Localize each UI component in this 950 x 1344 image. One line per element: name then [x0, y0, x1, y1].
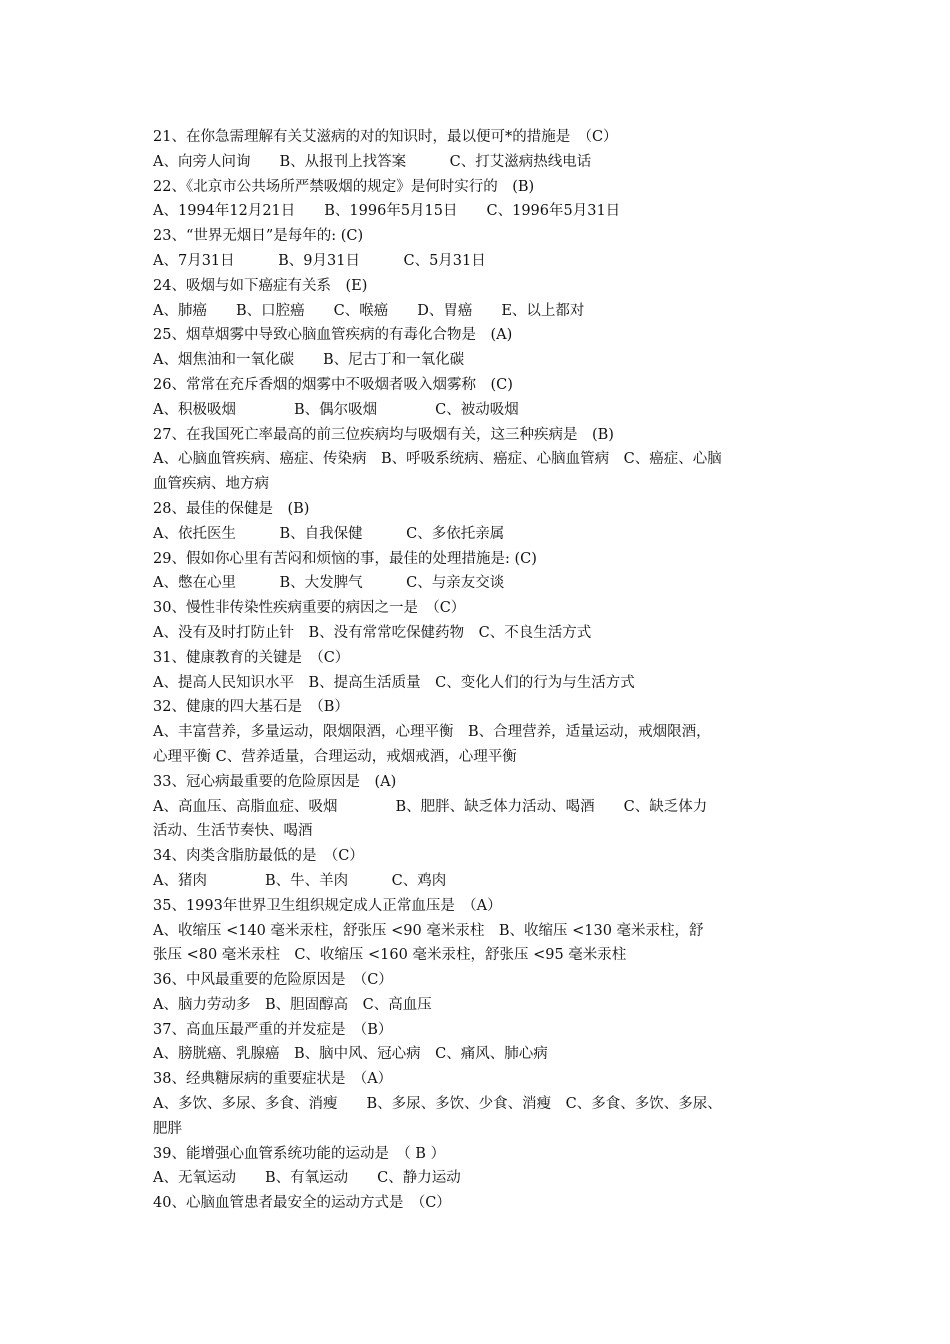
- text-line: 38、经典糖尿病的重要症状是 （A）: [153, 1071, 393, 1088]
- text-line: A、向旁人问询 B、从报刊上找答案 C、打艾滋病热线电话: [153, 153, 592, 170]
- text-line: 26、常常在充斥香烟的烟雾中不吸烟者吸入烟雾称 (C): [153, 376, 513, 393]
- text-line: 34、肉类含脂肪最低的是 （C）: [153, 848, 364, 865]
- text-line: A、多饮、多尿、多食、消瘦 B、多尿、多饮、少食、消瘦 C、多食、多饮、多尿、: [153, 1096, 722, 1113]
- text-line: 肥胖: [153, 1120, 182, 1137]
- text-line: 血管疾病、地方病: [153, 476, 269, 493]
- text-line: 张压 <80 毫米汞柱 C、收缩压 <160 毫米汞柱，舒张压 <95 毫米汞柱: [153, 947, 627, 964]
- text-line: 35、1993年世界卫生组织规定成人正常血压是 （A）: [153, 897, 502, 914]
- text-line: 39、能增强心血管系统功能的运动是 （ B ）: [153, 1145, 446, 1162]
- text-line: 33、冠心病最重要的危险原因是 (A): [153, 773, 397, 790]
- text-line: A、提高人民知识水平 B、提高生活质量 C、变化人们的行为与生活方式: [153, 674, 635, 691]
- text-line: A、7月31日 B、9月31日 C、5月31日: [153, 252, 486, 269]
- text-line: 24、吸烟与如下癌症有关系 (E): [153, 277, 368, 294]
- text-line: A、没有及时打防止针 B、没有常常吃保健药物 C、不良生活方式: [153, 624, 592, 641]
- text-line: 36、中风最重要的危险原因是 （C）: [153, 972, 393, 989]
- text-line: 25、烟草烟雾中导致心脑血管疾病的有毒化合物是 (A): [153, 327, 513, 344]
- text-line: 22、《北京市公共场所严禁吸烟的规定》是何时实行的 (B): [153, 178, 535, 195]
- text-line: A、依托医生 B、自我保健 C、多依托亲属: [153, 525, 505, 542]
- text-line: 30、慢性非传染性疾病重要的病因之一是 （C）: [153, 600, 466, 617]
- text-line: 27、在我国死亡率最高的前三位疾病均与吸烟有关，这三种疾病是 (B): [153, 426, 614, 443]
- document-body: [153, 125, 813, 1216]
- text-line: 28、最佳的保健是 (B): [153, 500, 310, 517]
- text-line: A、无氧运动 B、有氧运动 C、静力运动: [153, 1170, 461, 1187]
- text-line: 40、心脑血管患者最安全的运动方式是 （C）: [153, 1195, 451, 1212]
- text-line: A、肺癌 B、口腔癌 C、喉癌 D、胃癌 E、以上都对: [153, 302, 585, 319]
- text-line: A、积极吸烟 B、偶尔吸烟 C、被动吸烟: [153, 401, 519, 418]
- text-line: 21、在你急需理解有关艾滋病的对的知识时，最以便可*的措施是 （C）: [153, 129, 618, 145]
- text-line: 23、“世界无烟日”是每年的: (C): [153, 228, 364, 245]
- text-line: 37、高血压最严重的并发症是 （B）: [153, 1021, 393, 1038]
- text-line: A、憋在心里 B、大发脾气 C、与亲友交谈: [153, 575, 505, 592]
- text-line: A、心脑血管疾病、癌症、传染病 B、呼吸系统病、癌症、心脑血管病 C、癌症、心脑: [153, 451, 722, 468]
- text-line: 32、健康的四大基石是 （B）: [153, 699, 349, 716]
- text-line: 29、假如你心里有苦闷和烦恼的事，最佳的处理措施是: (C): [153, 550, 537, 567]
- text-line: A、猪肉 B、牛、羊肉 C、鸡肉: [153, 872, 447, 889]
- text-line: A、膀胱癌、乳腺癌 B、脑中风、冠心病 C、痛风、肺心病: [153, 1046, 548, 1063]
- text-line: A、脑力劳动多 B、胆固醇高 C、高血压: [153, 996, 432, 1013]
- text-line: A、烟焦油和一氧化碳 B、尼古丁和一氧化碳: [153, 352, 465, 369]
- text-line: A、丰富营养，多量运动，限烟限酒，心理平衡 B、合理营养，适量运动，戒烟限酒，: [153, 724, 711, 741]
- text-line: 活动、生活节奏快、喝酒: [153, 823, 313, 840]
- text-line: 心理平衡 C、营养适量，合理运动，戒烟戒酒，心理平衡: [153, 748, 517, 765]
- text-line: A、1994年12月21日 B、1996年5月15日 C、1996年5月31日: [153, 203, 621, 220]
- text-line: A、高血压、高脂血症、吸烟 B、肥胖、缺乏体力活动、喝酒 C、缺乏体力: [153, 798, 708, 815]
- text-line: A、收缩压 <140 毫米汞柱，舒张压 <90 毫米汞柱 B、收缩压 <130 毫米汞柱，舒: [153, 922, 704, 939]
- text-line: 31、健康教育的关键是 （C）: [153, 649, 350, 666]
